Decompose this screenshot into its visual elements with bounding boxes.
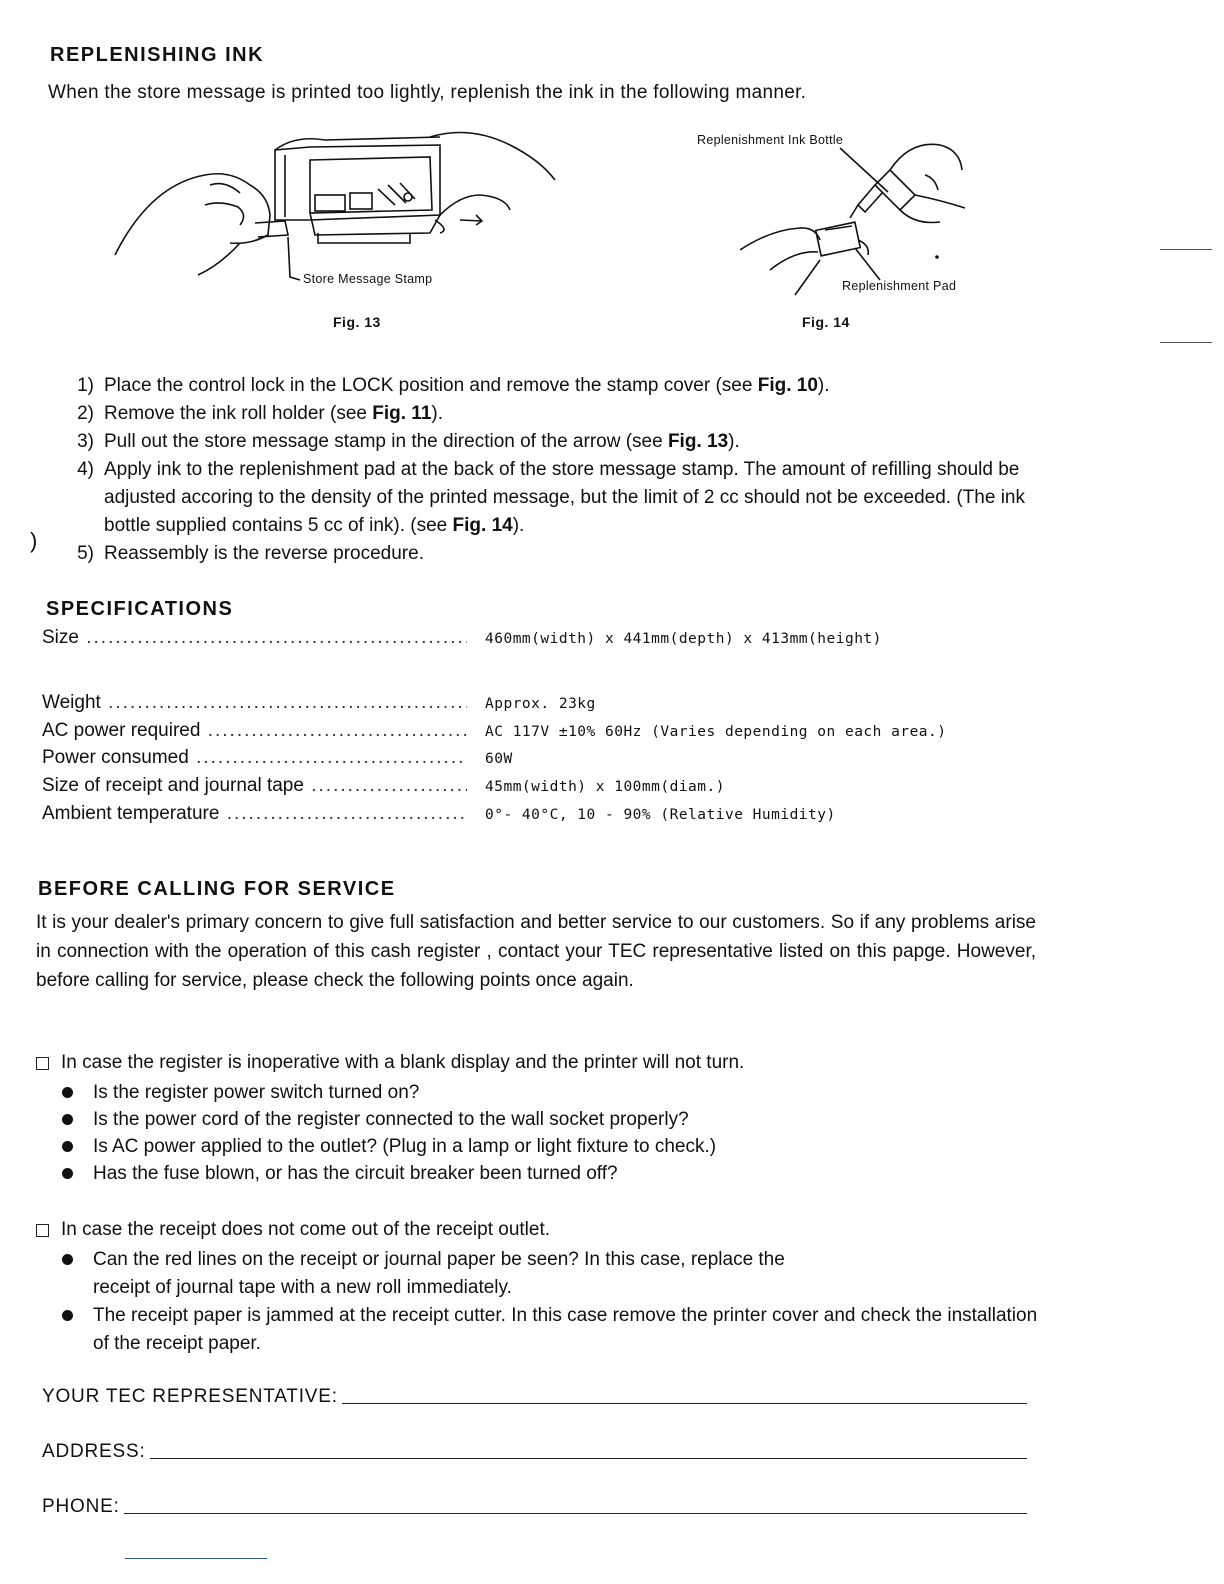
step-item xyxy=(50,372,1070,400)
spec-value: AC 117V ±10% 60Hz (Varies depending on each area.) xyxy=(485,724,947,740)
replenishing-heading: REPLENISHING INK xyxy=(50,44,265,66)
spec-value: 460mm(width) x 441mm(depth) x 413mm(height) xyxy=(485,631,882,647)
bullet-icon xyxy=(62,1310,73,1321)
list-item: Is the register power switch turned on? xyxy=(58,1079,1048,1106)
phone-field[interactable] xyxy=(42,1496,1027,1518)
bullet-icon xyxy=(62,1114,73,1125)
spec-label: Power consumed ..... xyxy=(42,747,467,769)
spec-label: Weight ..... xyxy=(42,692,467,714)
step-item xyxy=(50,400,1070,428)
representative-field[interactable] xyxy=(42,1386,1027,1408)
list-item: Can the red lines on the receipt or journal paper be seen? In this case, replace the receipt of journal tape with a new roll immediately. xyxy=(58,1246,1038,1302)
case1-list xyxy=(58,1079,1048,1187)
spec-value: 60W xyxy=(485,751,513,767)
bullet-icon xyxy=(62,1141,73,1152)
representative-line[interactable] xyxy=(342,1402,1027,1404)
spec-label: Size ..... xyxy=(42,627,467,649)
spec-row-tape-size xyxy=(42,775,1042,797)
fig13-illustration xyxy=(110,125,570,295)
representative-label: YOUR TEC REPRESENTATIVE: xyxy=(42,1386,338,1407)
spec-label: Size of receipt and journal tape ..... xyxy=(42,775,467,797)
step-text: Remove the ink roll holder (see Fig. 11). xyxy=(104,403,443,424)
checkbox-icon xyxy=(36,1224,49,1237)
list-item: Has the fuse blown, or has the circuit breaker been turned off? xyxy=(58,1160,1048,1187)
case2-heading xyxy=(36,1219,550,1241)
address-label: ADDRESS: xyxy=(42,1441,146,1462)
replenishing-steps xyxy=(50,372,1070,568)
spec-label: Ambient temperature ..... xyxy=(42,803,467,825)
step-text: Reassembly is the reverse procedure. xyxy=(104,543,424,564)
spec-value: 0°- 40°C, 10 - 90% (Relative Humidity) xyxy=(485,807,836,823)
figure-reference: Fig. 11 xyxy=(372,403,432,424)
figure-reference: Fig. 13 xyxy=(667,431,729,452)
address-line[interactable] xyxy=(150,1457,1027,1459)
edge-mark xyxy=(1160,342,1212,343)
fig14-label-top: Replenishment Ink Bottle xyxy=(697,133,844,147)
spec-value: Approx. 23kg xyxy=(485,696,596,712)
specifications-heading: SPECIFICATIONS xyxy=(46,598,234,620)
spec-row-temperature xyxy=(42,803,1042,825)
fig13-caption: Fig. 13 xyxy=(333,314,381,330)
fig14-label-bottom: Replenishment Pad xyxy=(842,279,957,293)
spec-value: 45mm(width) x 100mm(diam.) xyxy=(485,779,725,795)
checkbox-icon xyxy=(36,1057,49,1070)
address-field[interactable] xyxy=(42,1441,1027,1463)
figure-reference: Fig. 14 xyxy=(452,515,513,536)
bullet-icon xyxy=(62,1254,73,1265)
phone-label: PHONE: xyxy=(42,1496,120,1517)
phone-line[interactable] xyxy=(124,1512,1027,1514)
stray-bracket: ) xyxy=(30,528,38,553)
step-text: Pull out the store message stamp in the direction of the arrow (see Fig. 13). xyxy=(104,431,740,452)
case1-title: In case the register is inoperative with a blank display and the printer will not turn. xyxy=(61,1052,745,1073)
step-number: 2) xyxy=(77,403,94,424)
step-item xyxy=(50,456,1070,540)
spec-row-ac-power xyxy=(42,720,1042,742)
step-text: Place the control lock in the LOCK position and remove the stamp cover (see Fig. 10). xyxy=(104,375,830,396)
step-number: 5) xyxy=(77,543,94,564)
spec-row-size xyxy=(42,627,1042,649)
case1-heading xyxy=(36,1052,744,1074)
fig14-illustration xyxy=(740,130,980,300)
step-item xyxy=(50,428,1070,456)
case2-title: In case the receipt does not come out of the receipt outlet. xyxy=(61,1219,551,1240)
list-item: Is the power cord of the register connected to the wall socket properly? xyxy=(58,1106,1048,1133)
figure-reference: Fig. 10 xyxy=(757,375,818,396)
spec-label: AC power required ..... xyxy=(42,720,467,742)
case2-list xyxy=(58,1246,1038,1358)
bullet-icon xyxy=(62,1087,73,1098)
step-number: 1) xyxy=(77,375,94,396)
list-item: The receipt paper is jammed at the receipt cutter. In this case remove the printer cover and check the installation of the receipt paper. xyxy=(58,1302,1038,1358)
service-paragraph: It is your dealer's primary concern to give full satisfaction and better service to our customers. So if any problems arise in connection with the operation of this cash register , contact your TEC representative listed on this papge. However, before calling for service, please check the following points once again. xyxy=(36,912,1036,991)
spec-row-power-consumed xyxy=(42,747,1042,769)
fig13-label: Store Message Stamp xyxy=(303,272,433,286)
step-text: Apply ink to the replenishment pad at the back of the store message stamp. The amount of refilling should be adjusted accoring to the density of the printed message, but the limit of 2 cc should not be exceeded. (The ink bottle supplied contains 5 cc of ink). (see Fig. 14). xyxy=(104,459,1025,536)
bottom-mark xyxy=(125,1558,267,1559)
spec-row-weight xyxy=(42,692,1042,714)
service-heading: BEFORE CALLING FOR SERVICE xyxy=(38,878,396,900)
replenishing-intro: When the store message is printed too lightly, replenish the ink in the following manner. xyxy=(48,82,807,103)
step-item xyxy=(50,540,1070,568)
list-item: Is AC power applied to the outlet? (Plug in a lamp or light fixture to check.) xyxy=(58,1133,1048,1160)
fig14-caption: Fig. 14 xyxy=(802,314,850,330)
step-number: 4) xyxy=(77,459,94,480)
step-number: 3) xyxy=(77,431,94,452)
bullet-icon xyxy=(62,1168,73,1179)
edge-mark xyxy=(1160,249,1212,250)
